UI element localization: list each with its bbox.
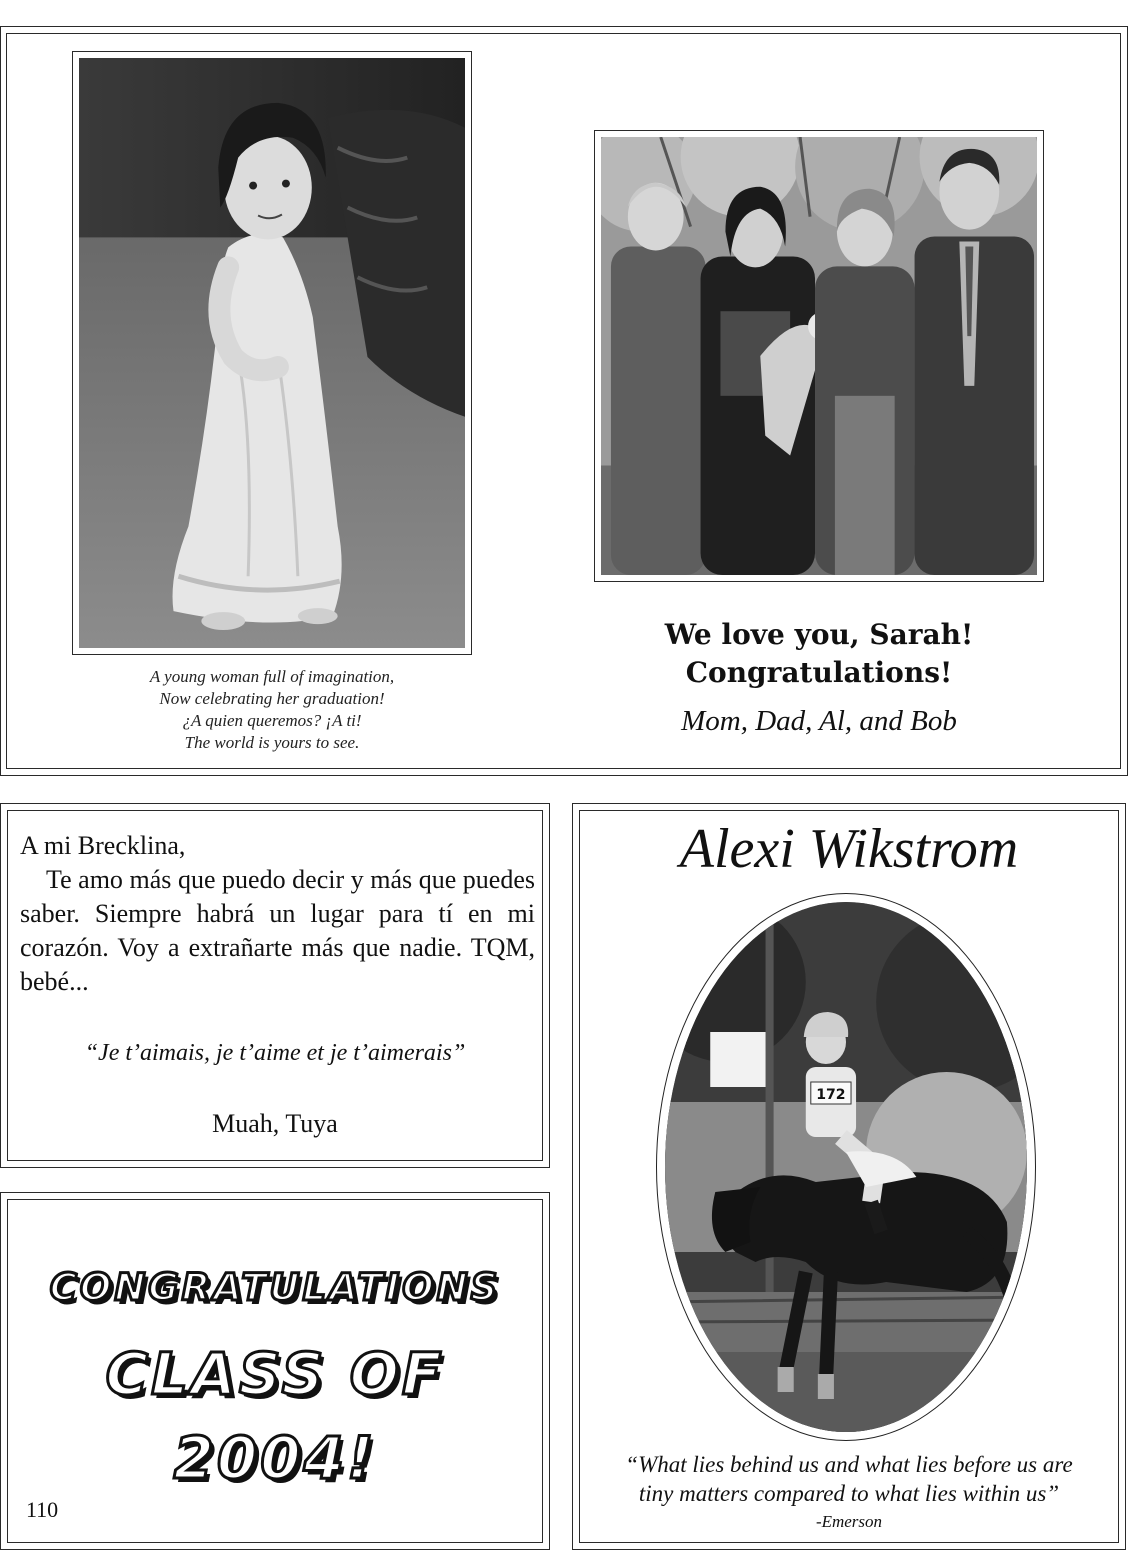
congrats-line-3: 2004! xyxy=(173,1424,377,1492)
alexi-quote-line-1: “What lies behind us and what lies before us are xyxy=(625,1452,1073,1477)
family-headline-2: Congratulations! xyxy=(685,656,953,689)
letter-salutation: A mi Brecklina, xyxy=(20,831,186,860)
letter-quote: “Je t’aimais, je t’aime et je t’aimerais” xyxy=(84,1040,466,1066)
rider-bib-number: 172 xyxy=(816,1087,846,1103)
congrats-block xyxy=(7,1199,543,1543)
caption-line-1: A young woman full of imagination, xyxy=(149,667,395,686)
letter-text xyxy=(20,829,535,999)
family-headline-1: We love you, Sarah! xyxy=(664,618,974,651)
caption-line-2: Now celebrating her graduation! xyxy=(159,689,385,708)
alexi-quote-attribution: -Emerson xyxy=(815,1512,883,1531)
caption-line-3: ¿A quien queremos? ¡A ti! xyxy=(182,711,362,730)
horse-photo-image xyxy=(665,902,1027,1432)
alexi-name: Alexi Wikstrom xyxy=(679,818,1019,880)
letter-signoff: Muah, Tuya xyxy=(212,1109,338,1138)
child-photo-caption xyxy=(72,666,472,754)
family-photo xyxy=(594,130,1044,582)
child-photo xyxy=(72,51,472,655)
family-photo-image xyxy=(601,137,1037,575)
letter-body: Te amo más que puedo decir y más que puedes saber. Siempre habrá un lugar para tí en mi corazón. Voy a extrañarte más que nadie. TQM, bebé... xyxy=(20,865,535,996)
congrats-line-2: CLASS OF xyxy=(105,1340,445,1408)
child-photo-image xyxy=(79,58,465,648)
caption-line-4: The world is yours to see. xyxy=(184,733,360,752)
family-signature: Mom, Dad, Al, and Bob xyxy=(681,705,957,737)
congrats-line-1: CONGRATULATIONS xyxy=(49,1266,501,1309)
alexi-quote-line-2: tiny matters compared to what lies within us” xyxy=(638,1481,1060,1506)
horse-photo-oval xyxy=(656,893,1036,1441)
page-number: 110 xyxy=(26,1497,59,1522)
